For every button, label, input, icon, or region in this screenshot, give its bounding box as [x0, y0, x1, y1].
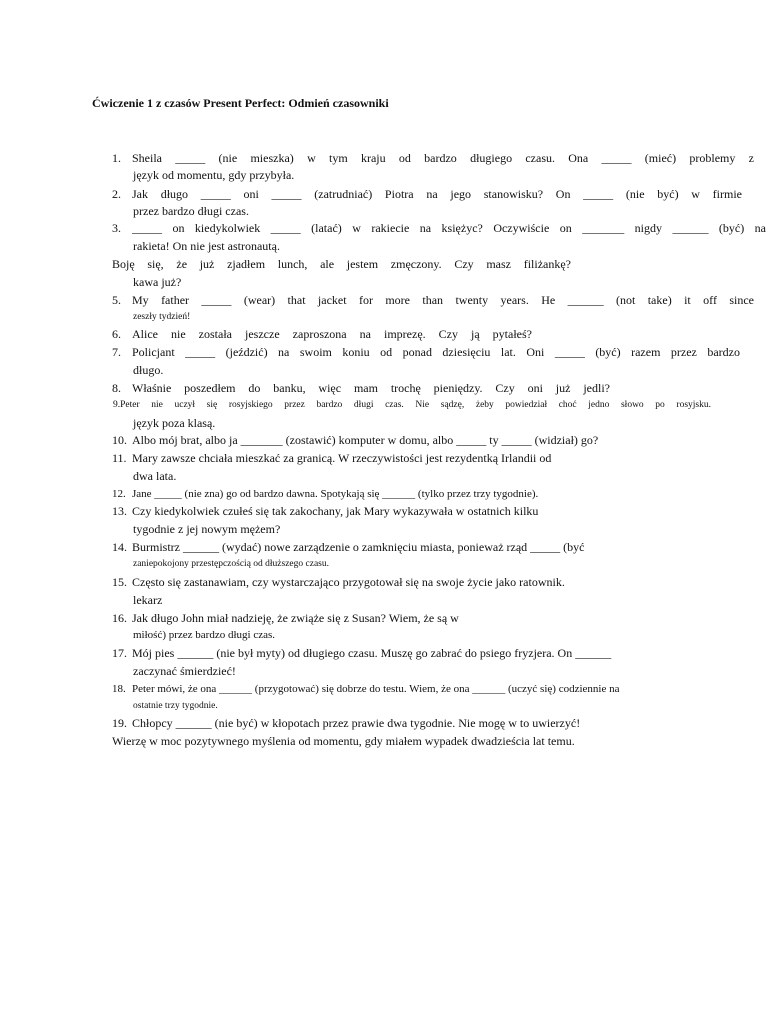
exercise-item-14: 14. Burmistrz ______ (wydać) nowe zarządzenie o zamknięciu miasta, ponieważ rząd _____ (być — [112, 540, 585, 554]
item-text: Sheila _____ (nie mieszka) w tym kraju od bardzo długiego czasu. Ona _____ (mieć) problemy z — [132, 151, 754, 165]
worksheet-title: Ćwiczenie 1 z czasów Present Perfect: Odmień czasowniki — [92, 96, 389, 110]
exercise-item-9: 9.Peter nie uczył się rosyjskiego przez bardzo długi czas. Nie sądzę, żeby powiedział choć jedno słowo po rosyjsku. — [113, 400, 711, 410]
item-text: Mary zawsze chciała mieszkać za granicą. W rzeczywistości jest rezydentką Irlandii od — [132, 451, 552, 465]
item-text: Albo mój brat, albo ja _______ (zostawić) komputer w domu, albo _____ ty _____ (widział) go? — [132, 433, 599, 447]
exercise-item-17: 17. Mój pies ______ (nie był myty) od długiego czasu. Muszę go zabrać do psiego fryzjera. On ______ — [112, 646, 612, 660]
exercise-item-2: 2. Jak długo _____ oni _____ (zatrudniać) Piotra na jego stanowisku? On _____ (nie być) w firmie — [112, 187, 742, 201]
item-text: Jak długo John miał nadzieję, że zwiąże się z Susan? Wiem, że są w — [132, 611, 459, 625]
item-text: My father _____ (wear) that jacket for more than twenty years. He ______ (not take) it off since — [132, 293, 754, 307]
exercise-item-4: Boję się, że już zjadłem lunch, ale jestem zmęczony. Czy masz filiżankę? — [112, 257, 571, 271]
exercise-item-20: Wierzę w moc pozytywnego myślenia od momentu, gdy miałem wypadek dwadzieścia lat temu. — [112, 734, 575, 748]
item-text: Jane _____ (nie zna) go od bardzo dawna. Spotykają się ______ (tylko przez trzy tygodnie). — [132, 488, 539, 500]
item-text-continued: miłość) przez bardzo długi czas. — [133, 629, 276, 641]
item-text: Alice nie została jeszcze zaproszona na imprezę. Czy ją pytałeś? — [132, 327, 532, 341]
item-text: Peter mówi, że ona ______ (przygotować) się dobrze do testu. Wiem, że ona ______ (uczyć się) codziennie na — [132, 683, 620, 695]
exercise-item-15: 15. Często się zastanawiam, czy wystarczająco przygotował się na swoje życie jako ratownik. — [112, 575, 565, 589]
exercise-item-13: 13. Czy kiedykolwiek czułeś się tak zakochany, jak Mary wykazywała w ostatnich kilku — [112, 504, 539, 518]
item-text-continued: tygodnie z jej nowym mężem? — [133, 522, 281, 536]
exercise-item-19: 19. Chłopcy ______ (nie być) w kłopotach przez prawie dwa tygodnie. Nie mogę w to uwierzyć! — [112, 716, 581, 730]
item-text: Chłopcy ______ (nie być) w kłopotach przez prawie dwa tygodnie. Nie mogę w to uwierzyć! — [132, 716, 581, 730]
exercise-item-12: 12. Jane _____ (nie zna) go od bardzo dawna. Spotykają się ______ (tylko przez trzy tygodnie). — [112, 488, 539, 500]
exercise-item-6: 6. Alice nie została jeszcze zaproszona na imprezę. Czy ją pytałeś? — [112, 327, 532, 341]
item-text: Mój pies ______ (nie był myty) od długiego czasu. Muszę go zabrać do psiego fryzjera. On ______ — [132, 646, 612, 660]
item-text: Właśnie poszedłem do banku, więc mam trochę pieniędzy. Czy oni już jedli? — [132, 381, 610, 395]
item-text-continued: zaczynać śmierdzieć! — [133, 664, 236, 678]
item-text-continued: ostatnie trzy tygodnie. — [133, 701, 218, 711]
item-text-continued: język od momentu, gdy przybyła. — [133, 168, 295, 182]
item-text-continued: język poza klasą. — [133, 416, 216, 430]
item-text-continued: rakieta! On nie jest astronautą. — [133, 239, 280, 253]
item-text: Czy kiedykolwiek czułeś się tak zakochany, jak Mary wykazywała w ostatnich kilku — [132, 504, 539, 518]
exercise-item-1: 1. Sheila _____ (nie mieszka) w tym kraju od bardzo długiego czasu. Ona _____ (mieć) problemy z — [112, 151, 754, 165]
item-text: _____ on kiedykolwiek _____ (latać) w rakiecie na księżyc? Oczywiście on _______ nigdy ______ (być) na — [132, 221, 766, 235]
exercise-item-7: 7. Policjant _____ (jeździć) na swoim koniu od ponad dziesięciu lat. Oni _____ (być) razem przez bardzo — [112, 345, 740, 359]
exercise-item-3: 3. _____ on kiedykolwiek _____ (latać) w rakiecie na księżyc? Oczywiście on _______ nigdy ______ (być) na — [112, 221, 766, 235]
item-text-continued: zaniepokojony przestępczością od dłuższego czasu. — [133, 559, 329, 569]
item-text: Jak długo _____ oni _____ (zatrudniać) Piotra na jego stanowisku? On _____ (nie być) w firmie — [132, 187, 742, 201]
exercise-item-10: 10. Albo mój brat, albo ja _______ (zostawić) komputer w domu, albo _____ ty _____ (widział) go? — [112, 433, 599, 447]
item-text-continued: kawa już? — [133, 275, 182, 289]
exercise-item-5: 5. My father _____ (wear) that jacket for more than twenty years. He ______ (not take) it off since — [112, 293, 754, 307]
exercise-item-18: 18. Peter mówi, że ona ______ (przygotować) się dobrze do testu. Wiem, że ona ______ (uczyć się) codziennie na — [112, 683, 620, 695]
exercise-item-11: 11. Mary zawsze chciała mieszkać za granicą. W rzeczywistości jest rezydentką Irlandii od — [112, 451, 552, 465]
item-text-continued: przez bardzo długi czas. — [133, 204, 249, 218]
item-text: Burmistrz ______ (wydać) nowe zarządzenie o zamknięciu miasta, ponieważ rząd _____ (być — [132, 540, 585, 554]
exercise-item-8: 8. Właśnie poszedłem do banku, więc mam trochę pieniędzy. Czy oni już jedli? — [112, 381, 610, 395]
item-text: Peter nie uczył się rosyjskiego przez bardzo długi czas. Nie sądzę, żeby powiedział choć jedno słowo po rosyjsku. — [120, 400, 711, 410]
item-text: Często się zastanawiam, czy wystarczająco przygotował się na swoje życie jako ratownik. — [132, 575, 565, 589]
item-text-continued: dwa lata. — [133, 469, 177, 483]
item-text-continued: długo. — [133, 363, 164, 377]
item-text-continued: zeszły tydzień! — [133, 312, 191, 322]
exercise-item-16: 16. Jak długo John miał nadzieję, że zwiąże się z Susan? Wiem, że są w — [112, 611, 459, 625]
item-text-continued: lekarz — [133, 593, 163, 607]
item-text: Policjant _____ (jeździć) na swoim koniu od ponad dziesięciu lat. Oni _____ (być) razem przez bardzo — [132, 345, 740, 359]
